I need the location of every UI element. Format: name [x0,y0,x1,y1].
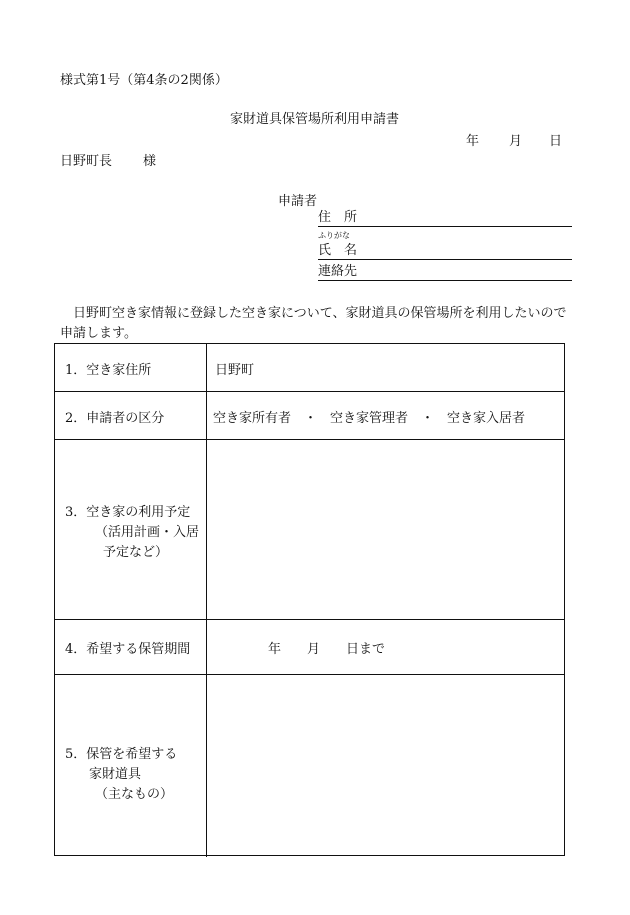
stored-items-label-line: 5．保管を希望する [65,747,178,762]
storage-period-label-line: 4．希望する保管期間 [65,642,191,657]
storage-period-label-cell [55,619,207,674]
usage-plan-label-line: 3．空き家の利用予定 [65,505,191,520]
storage-period-value: 年 月 日まで [268,642,386,657]
name-label: 氏 名 [318,243,358,258]
usage-plan-label-cell [55,439,207,619]
vacant-house-address-label-line: 1．空き家住所 [65,363,152,378]
date-year-label: 年 [466,134,480,149]
name-field[interactable] [318,242,572,260]
furigana-label: ふりがな [318,231,350,240]
vacant-house-address-value: 日野町 [215,363,255,378]
address-field[interactable] [318,209,572,227]
usage-plan-value-cell[interactable] [207,439,564,619]
applicant-category-label-line: 2．申請者の区分 [65,411,165,426]
table-row-vacant-house-address [55,344,564,392]
applicant-heading: 申請者 [278,194,318,209]
applicant-category-label-cell [55,391,207,439]
addressee: 日野町長 [60,154,113,169]
address-label: 住 所 [318,210,358,225]
applicant-category-value-cell[interactable] [207,391,564,439]
storage-period-value-cell[interactable] [207,619,564,674]
application-statement: 日野町空き家情報に登録した空き家について、家財道具の保管場所を利用したいので申請します。 [60,306,567,341]
stored-items-value-cell[interactable] [207,674,564,857]
usage-plan-label-line: 予定など） [103,545,169,560]
stored-items-label-cell [55,674,207,857]
vacant-house-address-value-cell[interactable] [207,344,564,391]
applicant-category-value: 空き家所有者 ・ 空き家管理者 ・ 空き家入居者 [213,411,526,426]
addressee-honorific: 様 [143,154,157,169]
document-title: 家財道具保管場所利用申請書 [230,112,400,127]
contact-field[interactable] [318,263,572,281]
form-number: 様式第1号（第4条の2関係） [60,73,228,88]
table-row-usage-plan [55,439,564,620]
table-row-applicant-category [55,391,564,440]
application-table [54,343,565,856]
date-month-label: 月 [509,134,523,149]
table-row-stored-items [55,674,564,857]
date-day-label: 日 [549,134,563,149]
table-row-storage-period [55,619,564,675]
stored-items-label-line: （主なもの） [95,787,174,802]
vacant-house-address-label-cell [55,344,207,391]
stored-items-label-line: 家財道具 [89,767,142,782]
contact-label: 連絡先 [318,264,358,279]
usage-plan-label-line: （活用計画・入居 [95,525,200,540]
